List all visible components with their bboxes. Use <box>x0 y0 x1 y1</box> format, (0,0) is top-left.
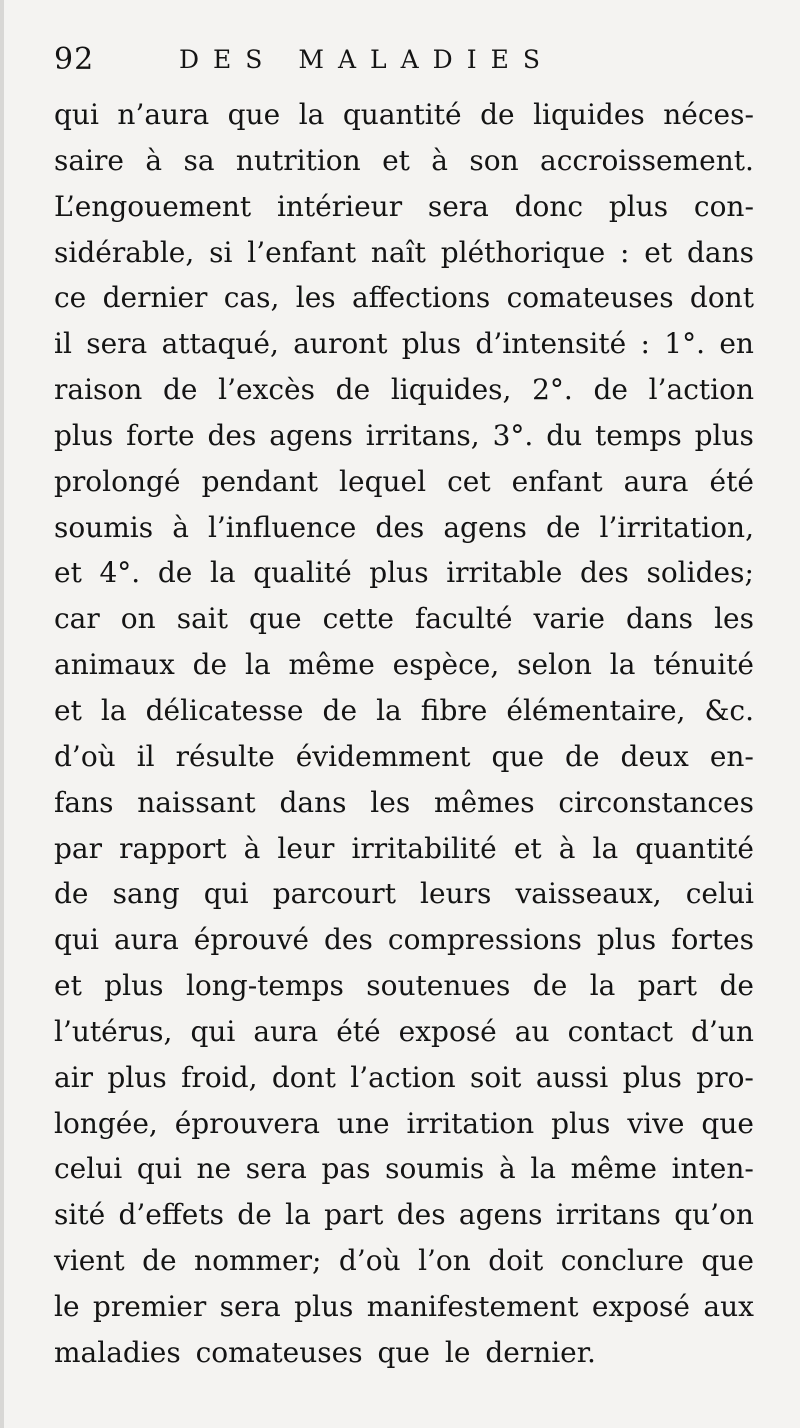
text-line: et la délicatesse de la fibre élémentaire, &c. <box>54 693 754 727</box>
text-line: raison de l’excès de liquides, 2°. de l’action <box>54 373 754 407</box>
text-line: animaux de la même espèce, selon la ténuité <box>54 648 754 682</box>
text-line: saire à sa nutrition et à son accroissement. <box>54 143 754 177</box>
text-line: d’où il résulte évidemment que de deux en- <box>54 739 754 773</box>
text-line: longée, éprouvera une irritation plus vive que <box>54 1106 754 1140</box>
running-head: DES MALADIES <box>179 45 554 74</box>
text-line: celui qui ne sera pas soumis à la même inten- <box>54 1152 754 1186</box>
text-line: et plus long-temps soutenues de la part de <box>54 969 754 1003</box>
text-line: L’engouement intérieur sera donc plus con- <box>54 189 754 223</box>
page-header <box>54 40 754 80</box>
text-line: sité d’effets de la part des agens irritans qu’on <box>54 1198 754 1232</box>
text-line: et 4°. de la qualité plus irritable des solides; <box>54 556 754 590</box>
text-line: prolongé pendant lequel cet enfant aura été <box>54 464 754 498</box>
text-line: il sera attaqué, auront plus d’intensité : 1°. en <box>54 327 754 361</box>
text-line: qui aura éprouvé des compressions plus fortes <box>54 923 754 957</box>
text-line: vient de nommer; d’où l’on doit conclure que <box>54 1244 754 1278</box>
text-line: ce dernier cas, les affections comateuses dont <box>54 281 754 315</box>
text-line: par rapport à leur irritabilité et à la quantité <box>54 831 754 865</box>
text-line: soumis à l’influence des agens de l’irritation, <box>54 510 754 544</box>
text-line: air plus froid, dont l’action soit aussi plus pro- <box>54 1060 754 1094</box>
text-line: l’utérus, qui aura été exposé au contact d’un <box>54 1014 754 1048</box>
text-line: plus forte des agens irritans, 3°. du temps plus <box>54 418 754 452</box>
text-line: maladies comateuses que le dernier. <box>54 1335 596 1369</box>
body-text <box>54 92 754 1376</box>
text-line: qui n’aura que la quantité de liquides néces- <box>54 98 754 131</box>
text-line: de sang qui parcourt leurs vaisseaux, celui <box>54 877 754 911</box>
text-line: car on sait que cette faculté varie dans les <box>54 602 754 636</box>
text-line: fans naissant dans les mêmes circonstances <box>54 785 754 819</box>
text-line: le premier sera plus manifestement exposé aux <box>54 1289 754 1323</box>
text-line: sidérable, si l’enfant naît pléthorique : et dans <box>54 235 754 269</box>
page-number: 92 <box>54 42 95 77</box>
